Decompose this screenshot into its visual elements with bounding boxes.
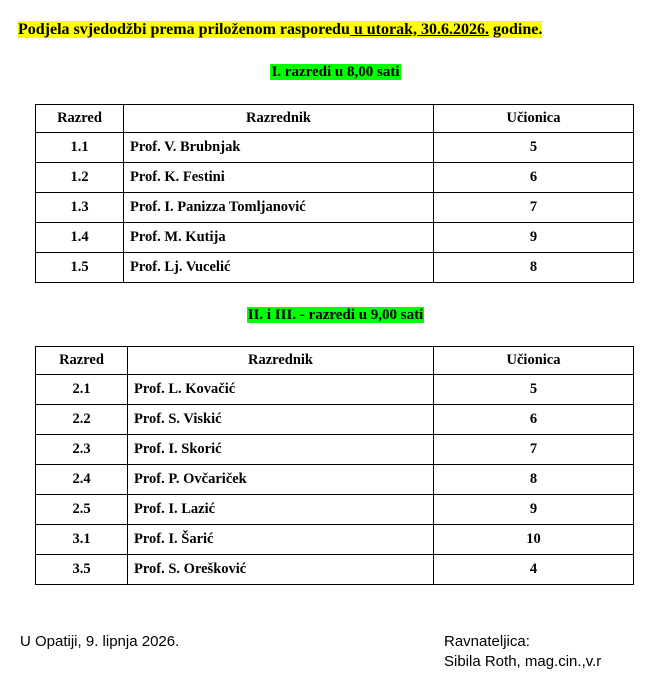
- cell-razred: 3.1: [36, 525, 128, 555]
- cell-razrednik: Prof. V. Brubnjak: [124, 133, 434, 163]
- table-row: [36, 495, 634, 525]
- title-part-1: Podjela svjedodžbi prema priloženom rasporedu: [18, 21, 350, 38]
- cell-razrednik: Prof. I. Panizza Tomljanović: [124, 193, 434, 223]
- table-row: [36, 525, 634, 555]
- header-ucionica: Učionica: [434, 105, 634, 133]
- cell-ucionica: 9: [434, 495, 634, 525]
- cell-ucionica: 5: [434, 375, 634, 405]
- header-razrednik: Razrednik: [124, 105, 434, 133]
- section-heading-text: I. razredi u 8,00 sati: [271, 64, 400, 80]
- table-header-row: [36, 105, 634, 133]
- header-razred: Razred: [36, 105, 124, 133]
- cell-razrednik: Prof. I. Lazić: [128, 495, 434, 525]
- cell-razrednik: Prof. K. Festini: [124, 163, 434, 193]
- footer-signatory: Sibila Roth, mag.cin.,v.r: [444, 653, 602, 670]
- cell-razred: 2.3: [36, 435, 128, 465]
- table-row: [36, 133, 634, 163]
- cell-razrednik: Prof. P. Ovčariček: [128, 465, 434, 495]
- cell-ucionica: 7: [434, 193, 634, 223]
- cell-ucionica: 7: [434, 435, 634, 465]
- cell-razred: 2.4: [36, 465, 128, 495]
- cell-razrednik: Prof. S. Viskić: [128, 405, 434, 435]
- cell-ucionica: 5: [434, 133, 634, 163]
- footer-role: Ravnateljica:: [444, 633, 530, 650]
- section-heading-text: II. i III. - razredi u 9,00 sati: [247, 307, 424, 323]
- cell-ucionica: 6: [434, 405, 634, 435]
- cell-razrednik: Prof. Lj. Vucelić: [124, 253, 434, 283]
- table-row: [36, 223, 634, 253]
- table-row: [36, 555, 634, 585]
- table-row: [36, 163, 634, 193]
- table-row: [36, 465, 634, 495]
- footer-place-date: U Opatiji, 9. lipnja 2026.: [20, 633, 180, 650]
- cell-razred: 1.3: [36, 193, 124, 223]
- header-razrednik: Razrednik: [128, 347, 434, 375]
- table-row: [36, 435, 634, 465]
- cell-razred: 1.5: [36, 253, 124, 283]
- cell-razrednik: Prof. M. Kutija: [124, 223, 434, 253]
- section-heading-second-third-grade: [0, 306, 671, 324]
- cell-razred: 3.5: [36, 555, 128, 585]
- header-ucionica: Učionica: [434, 347, 634, 375]
- cell-razrednik: Prof. S. Orešković: [128, 555, 434, 585]
- header-razred: Razred: [36, 347, 128, 375]
- title-part-3: godine.: [488, 21, 543, 38]
- cell-razred: 2.1: [36, 375, 128, 405]
- title-date: u utorak, 30.6.2026.: [349, 21, 489, 38]
- table-row: [36, 405, 634, 435]
- cell-ucionica: 8: [434, 253, 634, 283]
- page-title: [18, 20, 542, 40]
- cell-razrednik: Prof. L. Kovačić: [128, 375, 434, 405]
- table-header-row: [36, 347, 634, 375]
- table-row: [36, 253, 634, 283]
- cell-ucionica: 4: [434, 555, 634, 585]
- table-row: [36, 375, 634, 405]
- cell-ucionica: 8: [434, 465, 634, 495]
- cell-razrednik: Prof. I. Šarić: [128, 525, 434, 555]
- section-heading-first-grade: [0, 63, 671, 81]
- cell-razred: 1.4: [36, 223, 124, 253]
- cell-razrednik: Prof. I. Skorić: [128, 435, 434, 465]
- cell-ucionica: 6: [434, 163, 634, 193]
- schedule-table-second-third-grade: [35, 346, 634, 585]
- cell-razred: 2.2: [36, 405, 128, 435]
- cell-ucionica: 9: [434, 223, 634, 253]
- cell-ucionica: 10: [434, 525, 634, 555]
- schedule-table-first-grade: [35, 104, 634, 283]
- footer-signature-block: [444, 632, 601, 672]
- cell-razred: 1.2: [36, 163, 124, 193]
- table-row: [36, 193, 634, 223]
- cell-razred: 2.5: [36, 495, 128, 525]
- cell-razred: 1.1: [36, 133, 124, 163]
